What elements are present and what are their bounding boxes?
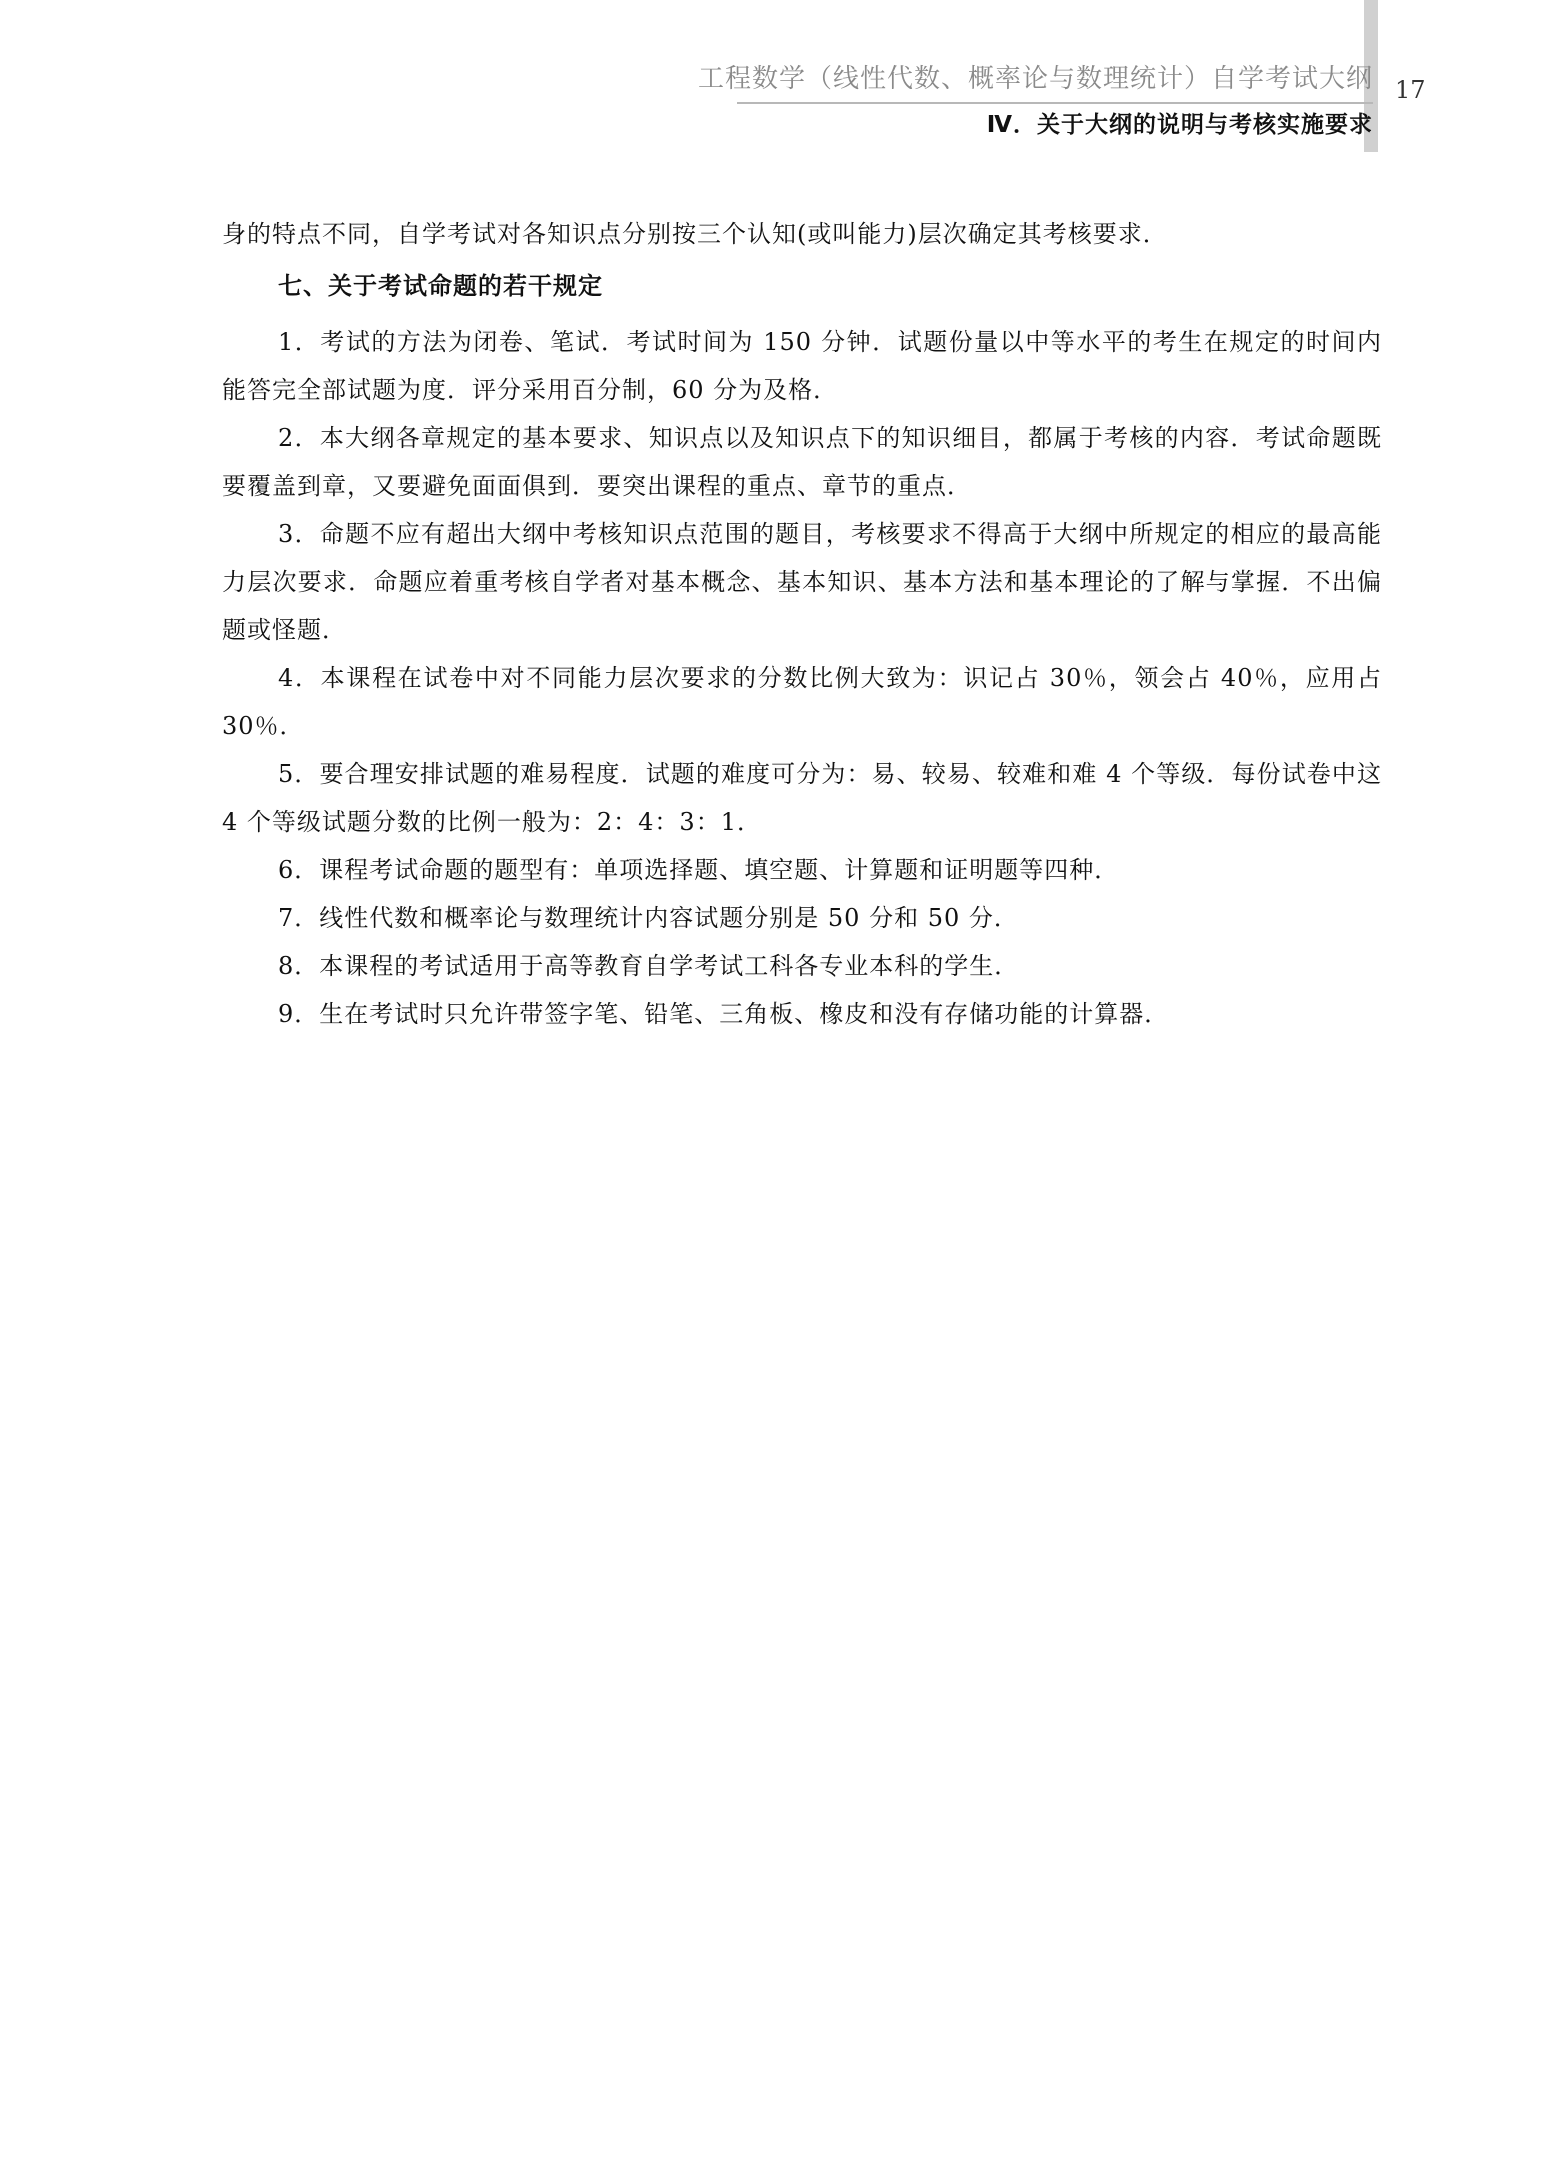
list-item: 4．本课程在试卷中对不同能力层次要求的分数比例大致为：识记占 30％，领会占 40％，应用占 30％． xyxy=(222,664,1382,740)
book-title: 工程数学（线性代数、概率论与数理统计）自学考试大纲 xyxy=(697,64,1373,94)
list-item: 5．要合理安排试题的难易程度．试题的难度可分为：易、较易、较难和难 4 个等级．每份试卷中这 4 个等级试题分数的比例一般为：2：4：3：1． xyxy=(222,760,1382,836)
list-item: 8．本课程的考试适用于高等教育自学考试工科各专业本科的学生． xyxy=(278,952,1020,980)
chapter-title: Ⅳ．关于大纲的说明与考核实施要求 xyxy=(986,112,1373,138)
list-item: 6．课程考试命题的题型有：单项选择题、填空题、计算题和证明题等四种． xyxy=(278,856,1120,884)
page-body xyxy=(222,210,1382,1038)
list-item: 9．生在考试时只允许带签字笔、铅笔、三角板、橡皮和没有存储功能的计算器． xyxy=(278,1000,1170,1028)
list-item: 3．命题不应有超出大纲中考核知识点范围的题目，考核要求不得高于大纲中所规定的相应的最高能力层次要求．命题应着重考核自学者对基本概念、基本知识、基本方法和基本理论的了解与掌握．不出偏题或怪题． xyxy=(222,520,1382,644)
running-header xyxy=(698,56,1373,142)
list-item: 2．本大纲各章规定的基本要求、知识点以及知识点下的知识细目，都属于考核的内容．考试命题既要覆盖到章，又要避免面面俱到．要突出课程的重点、章节的重点． xyxy=(222,424,1382,500)
intro-paragraph: 身的特点不同，自学考试对各知识点分别按三个认知(或叫能力)层次确定其考核要求． xyxy=(222,220,1168,248)
page-number: 17 xyxy=(1395,76,1426,104)
list-item: 1．考试的方法为闭卷、笔试．考试时间为 150 分钟．试题份量以中等水平的考生在规定的时间内能答完全部试题为度．评分采用百分制，60 分为及格． xyxy=(222,328,1382,404)
section-heading: 七、关于考试命题的若干规定 xyxy=(278,272,603,300)
header-divider xyxy=(737,102,1373,104)
list-item: 7．线性代数和概率论与数理统计内容试题分别是 50 分和 50 分． xyxy=(278,904,1019,932)
